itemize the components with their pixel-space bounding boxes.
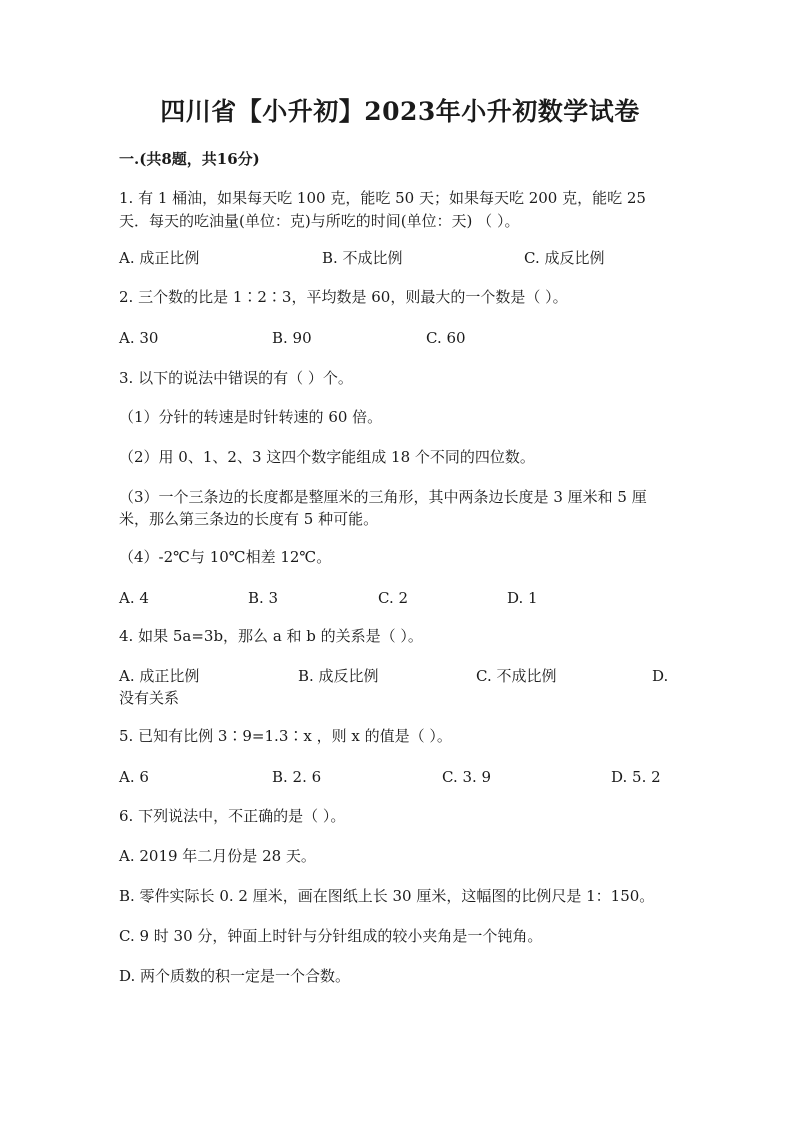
- q6-stem: 6. 下列说法中，不正确的是（ ）。: [119, 807, 346, 825]
- q6-option-d: D. 两个质数的积一定是一个合数。: [119, 967, 351, 985]
- q3-option-d: D. 1: [507, 589, 538, 607]
- section-heading: 一.(共8题，共16分): [119, 150, 260, 168]
- q4-stem: 4. 如果 5a=3b，那么 a 和 b 的关系是（ ）。: [119, 627, 423, 645]
- q2-option-b: B. 90: [272, 329, 312, 347]
- q2-stem: 2. 三个数的比是 1∶2∶3，平均数是 60，则最大的一个数是（ ）。: [119, 288, 568, 306]
- q3-option-c: C. 2: [378, 589, 409, 607]
- q3-statement-4: （4）-2℃与 10℃相差 12℃。: [119, 548, 332, 566]
- q3-option-b: B. 3: [248, 589, 279, 607]
- q4-option-b: B. 成反比例: [298, 667, 379, 685]
- q2-option-c: C. 60: [426, 329, 466, 347]
- q3-statement-1: （1）分针的转速是时针转速的 60 倍。: [119, 408, 383, 426]
- q6-option-a: A. 2019 年二月份是 28 天。: [119, 847, 316, 865]
- q4-option-d: D.: [652, 667, 669, 685]
- q6-option-c: C. 9 时 30 分，钟面上时针与分针组成的较小夹角是一个钝角。: [119, 927, 543, 945]
- q1-stem-line2: 天．每天的吃油量(单位：克)与所吃的时间(单位：天) （ ）。: [119, 212, 520, 230]
- q6-option-b: B. 零件实际长 0. 2 厘米，画在图纸上长 30 厘米，这幅图的比例尺是 1：150。: [119, 887, 655, 905]
- q2-option-a: A. 30: [119, 329, 159, 347]
- q5-option-c: C. 3. 9: [442, 768, 492, 786]
- q1-option-a: A. 成正比例: [119, 249, 200, 267]
- q5-option-b: B. 2. 6: [272, 768, 322, 786]
- q3-statement-3-line2: 米，那么第三条边的长度有 5 种可能。: [119, 510, 379, 528]
- q1-option-c: C. 成反比例: [524, 249, 605, 267]
- exam-title: 四川省【小升初】2023年小升初数学试卷: [160, 97, 640, 126]
- q4-option-d-continued: 没有关系: [119, 689, 180, 707]
- q3-stem: 3. 以下的说法中错误的有（ ）个。: [119, 369, 353, 387]
- q4-option-c: C. 不成比例: [476, 667, 557, 685]
- q3-statement-2: （2）用 0、1、2、3 这四个数字能组成 18 个不同的四位数。: [119, 448, 535, 466]
- q1-stem-line1: 1. 有 1 桶油，如果每天吃 100 克，能吃 50 天；如果每天吃 200 克，能吃 25: [119, 189, 646, 207]
- q5-stem: 5. 已知有比例 3∶9=1.3∶x ，则 x 的值是（ ）。: [119, 727, 452, 745]
- q3-statement-3-line1: （3）一个三条边的长度都是整厘米的三角形，其中两条边长度是 3 厘米和 5 厘: [119, 488, 647, 506]
- q5-option-a: A. 6: [119, 768, 149, 786]
- q4-option-a: A. 成正比例: [119, 667, 200, 685]
- q5-option-d: D. 5. 2: [611, 768, 661, 786]
- q1-option-b: B. 不成比例: [322, 249, 403, 267]
- q3-option-a: A. 4: [119, 589, 149, 607]
